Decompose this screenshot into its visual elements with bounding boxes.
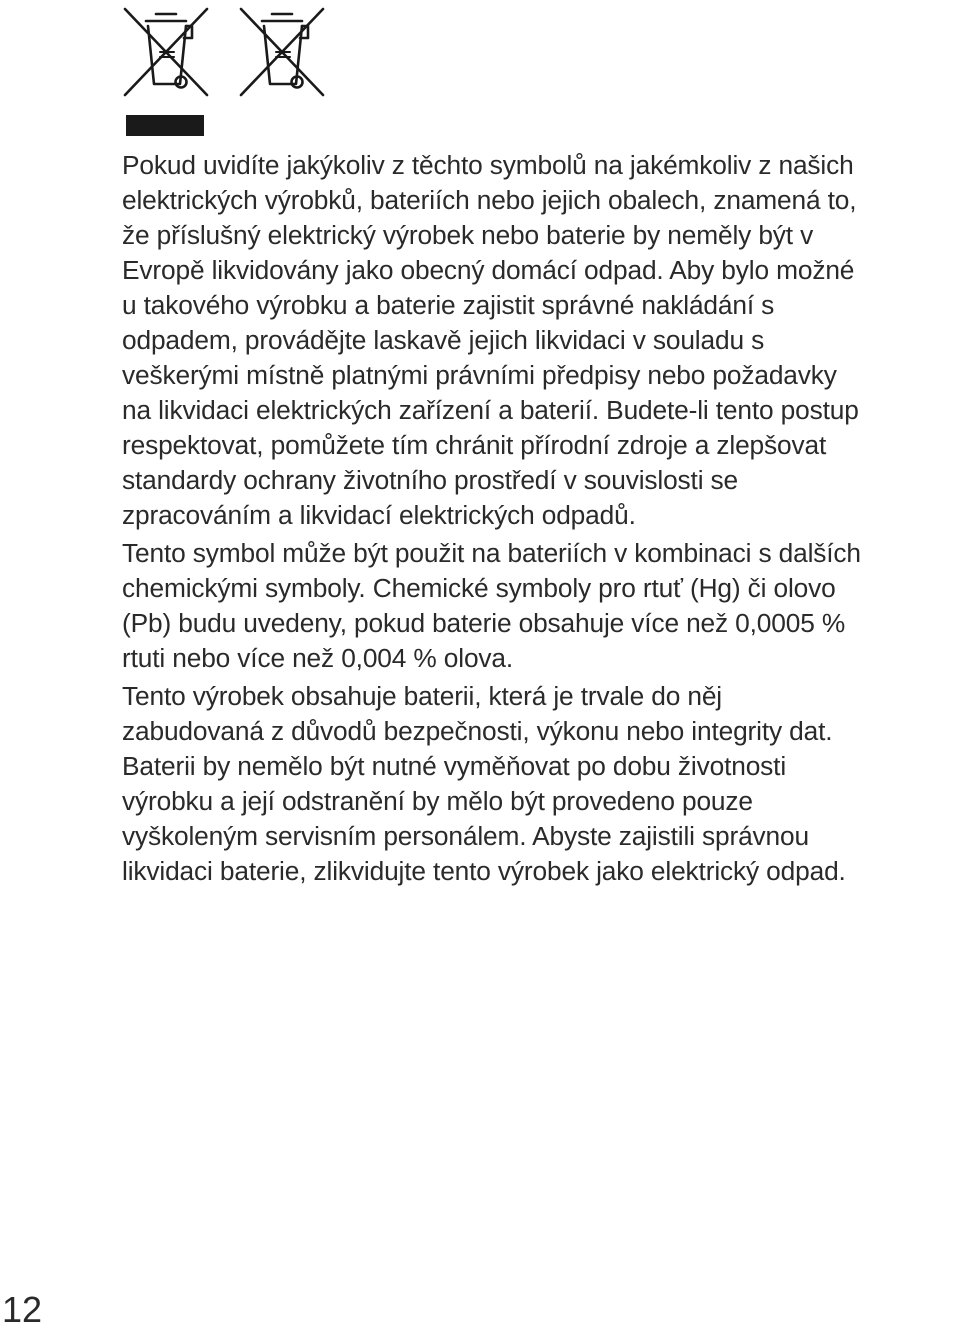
crossed-out-wheelie-bin-icon xyxy=(236,4,328,100)
weee-symbols xyxy=(120,4,320,100)
page-number: 12 xyxy=(2,1289,43,1330)
disposal-notice xyxy=(122,148,960,889)
paragraph-built-in-battery: Tento výrobek obsahuje baterii, která je trvale do něj zabudovaná z důvodů bezpečnosti, výkonu nebo integrity dat. Baterii by nemělo být nutné vyměňovat po dobu životnosti výrobku a její odstranění by mělo být provedeno pouze vyškoleným servisním personálem. Abyste zajistili správnou likvidaci baterie, zlikvidujte tento výrobek jako elektrický odpad. xyxy=(122,681,846,886)
paragraph-chemical-symbols: Tento symbol může být použit na bateriích v kombinaci s dalších chemickými symboly. Chemické symboly pro rtuť (Hg) či olovo (Pb) budu uvedeny, pokud baterie obsahuje více než 0,0005 % rtuti nebo více než 0,004 % olova. xyxy=(122,538,861,673)
black-bar-symbol xyxy=(126,115,204,136)
crossed-out-wheelie-bin-icon xyxy=(120,4,212,100)
paragraph-weee: Pokud uvidíte jakýkoliv z těchto symbolů na jakémkoliv z našich elektrických výrobků, bateriích nebo jejich obalech, znamená to, že příslušný elektrický výrobek nebo baterie by neměly být v Evropě likvidovány jako obecný domácí odpad. Aby bylo možné u takového výrobku a baterie zajistit správné nakládání s odpadem, provádějte laskavě jejich likvidaci v souladu s veškerými místně platnými právními předpisy nebo požadavky na likvidaci elektrických zařízení a baterií. Budete-li tento postup respektovat, pomůžete tím chránit přírodní zdroje a zlepšovat standardy ochrany životního prostředí v souvislosti se zpracováním a likvidací elektrických odpadů. xyxy=(122,150,859,530)
